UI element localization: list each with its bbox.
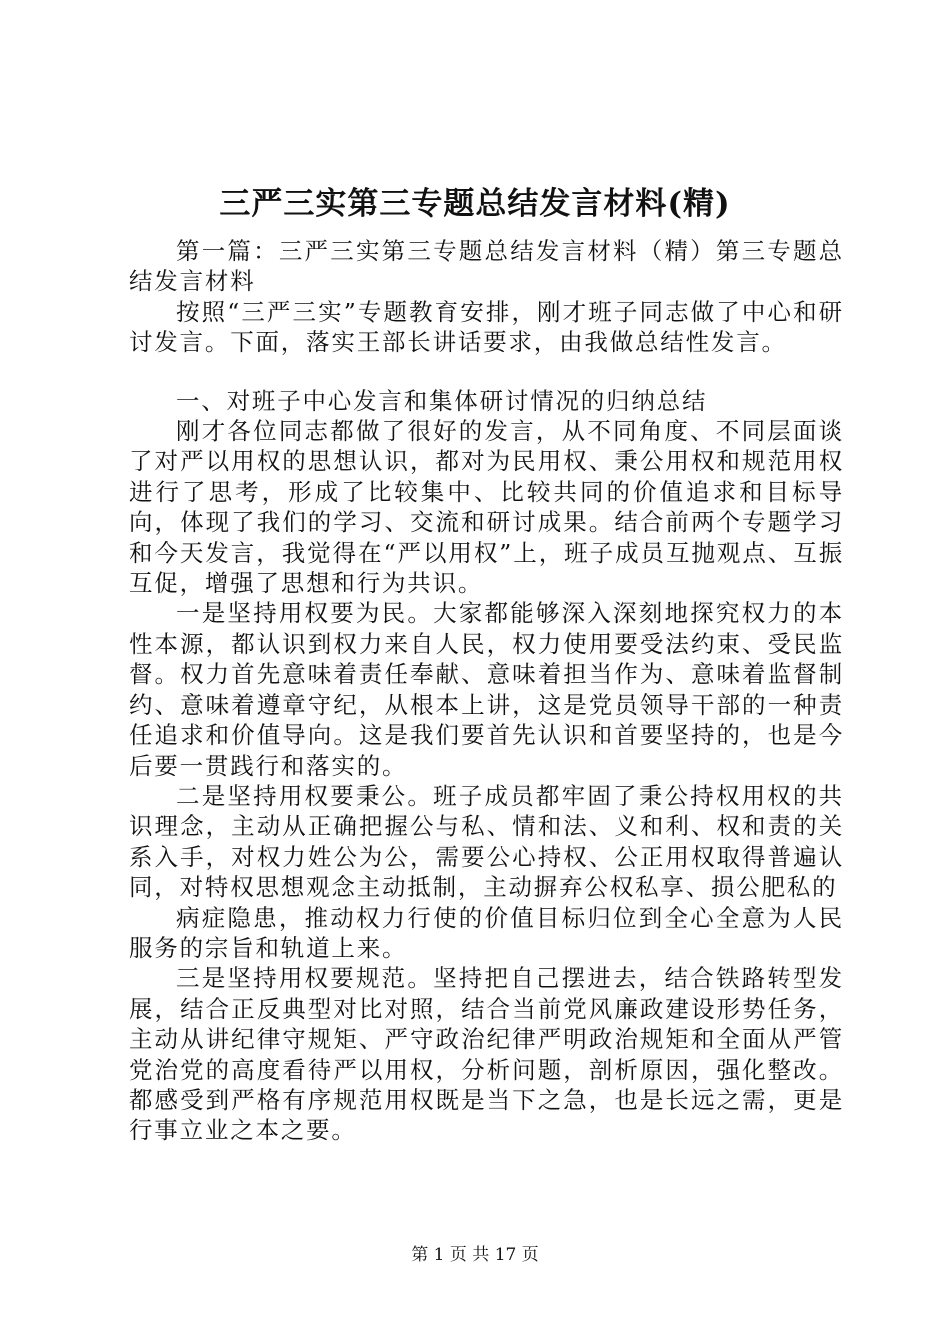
paragraph-point-two: 二是坚持用权要秉公。班子成员都牢固了秉公持权用权的共识理念，主动从正确把握公与私、情和法、义和利、权和责的关系入手，对权力姓公为公，需要公心持权、公正用权取得普遍认同，对特权思想观念主动抵制，主动摒弃公权私享、损公肥私的 [129,781,844,902]
paragraph-opening: 按照“三严三实”专题教育安排，刚才班子同志做了中心和研讨发言。下面，落实王部长讲话要求，由我做总结性发言。 [129,297,844,357]
section-heading: 一、对班子中心发言和集体研讨情况的归纳总结 [176,386,708,415]
paragraph-point-three: 三是坚持用权要规范。坚持把自己摆进去，结合铁路转型发展，结合正反典型对比对照，结合当前党风廉政建设形势任务，主动从讲纪律守规矩、严守政治纪律严明政治规矩和全面从严管党治党的高度看待严以用权，分析问题，剖析原因，强化整改。都感受到严格有序规范用权既是当下之急，也是长远之需，更是行事立业之本之要。 [129,964,844,1145]
document-title: 三严三实第三专题总结发言材料(精) [219,186,731,222]
paragraph-intro-heading: 第一篇：三严三实第三专题总结发言材料（精）第三专题总结发言材料 [129,237,844,296]
paragraph-point-two-continued: 病症隐患，推动权力行使的价值目标归位到全心全意为人民服务的宗旨和轨道上来。 [129,903,844,962]
paragraph-summary: 刚才各位同志都做了很好的发言，从不同角度、不同层面谈了对严以用权的思想认识，都对为民用权、秉公用权和规范用权进行了思考，形成了比较集中、比较共同的价值追求和目标导向，体现了我们的学习、交流和研讨成果。结合前两个专题学习和今天发言，我觉得在“严以用权”上，班子成员互抛观点、互振互促，增强了思想和行为共识。 [129,417,844,598]
document-body [129,236,844,1146]
paragraph-point-one: 一是坚持用权要为民。大家都能够深入深刻地探究权力的本性本源，都认识到权力来自人民，权力使用要受法约束、受民监督。权力首先意味着责任奉献、意味着担当作为、意味着监督制约、意味着遵章守纪，从根本上讲，这是党员领导干部的一种责任追求和价值导向。这是我们要首先认识和首要坚持的，也是今后要一贯践行和落实的。 [129,599,844,780]
page-number-footer: 第 1 页 共 17 页 [411,1245,539,1265]
